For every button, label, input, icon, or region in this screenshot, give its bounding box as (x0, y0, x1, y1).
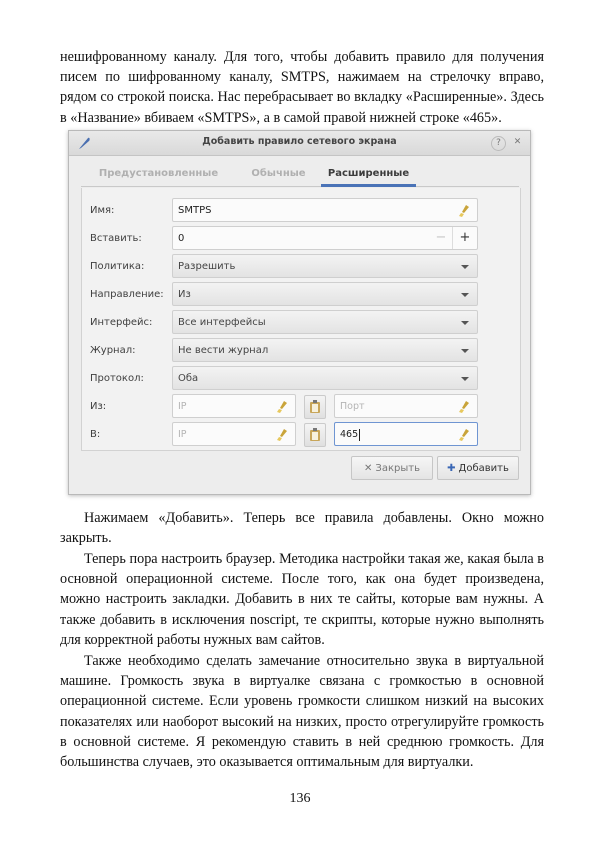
interface-select[interactable] (172, 310, 478, 334)
close-button-label: Закрыть (375, 463, 420, 474)
clear-brush-icon[interactable] (459, 400, 471, 414)
chevron-down-icon (461, 321, 469, 325)
direction-value: Из (178, 289, 191, 300)
text-caret (359, 429, 360, 441)
from-label: Из: (90, 401, 107, 412)
from-ip-input[interactable] (172, 394, 296, 418)
to-port-value: 465 (340, 429, 359, 440)
add-button[interactable] (437, 456, 519, 480)
to-ip-input[interactable] (172, 422, 296, 446)
chevron-down-icon (461, 293, 469, 297)
interface-label: Интерфейс: (90, 317, 153, 328)
advanced-panel (81, 188, 521, 451)
firewall-rule-dialog (68, 130, 531, 495)
log-label: Журнал: (90, 345, 136, 356)
paragraph-browser: Теперь пора настроить браузер. Методика настройки такая же, какая была в основной операционной системе. После того, как она будет произведена, можно настроить закладки. Добавить в них те сайты, которые вам нужны. А также добавить в исключения noscript, те скрипты, которые нужно выполнять для корректной работы нужных вам сайтов. (60, 551, 544, 648)
add-icon: ✚ (447, 463, 456, 474)
protocol-label: Протокол: (90, 373, 144, 384)
clear-brush-icon[interactable] (459, 428, 471, 442)
decrement-button[interactable]: − (435, 230, 447, 245)
chevron-down-icon (461, 349, 469, 353)
insert-value: 0 (178, 233, 185, 244)
paragraph-add: Нажимаем «Добавить». Теперь все правила добавлены. Окно можно закрыть. (60, 510, 544, 547)
direction-select[interactable] (172, 282, 478, 306)
direction-label: Направление: (90, 289, 164, 300)
tab-bar (81, 164, 519, 187)
add-button-label: Добавить (458, 463, 509, 474)
from-ip-placeholder: IP (178, 401, 187, 412)
dialog-title: Добавить правило сетевого экрана (202, 136, 397, 147)
to-ip-placeholder: IP (178, 429, 187, 440)
insert-spinbox[interactable] (172, 226, 478, 250)
log-value: Не вести журнал (178, 345, 269, 356)
close-icon: ✕ (364, 463, 373, 474)
clear-brush-icon[interactable] (277, 400, 289, 414)
policy-value: Разрешить (178, 261, 236, 272)
name-input[interactable] (172, 198, 478, 222)
from-port-placeholder: Порт (340, 401, 365, 412)
log-select[interactable] (172, 338, 478, 362)
to-port-input[interactable] (334, 422, 478, 446)
paste-to-button[interactable] (304, 423, 326, 447)
clear-brush-icon[interactable] (277, 428, 289, 442)
from-port-input[interactable] (334, 394, 478, 418)
tab-preset[interactable]: Предустановленные (98, 168, 219, 179)
chevron-down-icon (461, 377, 469, 381)
policy-label: Политика: (90, 261, 145, 272)
chevron-down-icon (461, 265, 469, 269)
clipboard-icon (309, 428, 321, 441)
window-close-icon[interactable]: ✕ (513, 137, 522, 147)
paragraph-sound: Также необходимо сделать замечание относительно звука в виртуальной машине. Громкость звука в виртуалке связана с громкостью в основной операционной системе. Если уровень громкости слишком низкий на высоких показателях или наоборот высокий на низких, просто отрегулируйте громкость в основной системе. Я рекомендую ставить в ней среднюю громкость. Для большинства случаев, это оказывается оптимальным для виртуалки. (60, 653, 544, 771)
protocol-select[interactable] (172, 366, 478, 390)
tab-advanced[interactable]: Расширенные (321, 164, 416, 187)
name-value: SMTPS (178, 205, 212, 216)
close-button[interactable] (351, 456, 433, 480)
insert-label: Вставить: (90, 233, 142, 244)
paste-from-button[interactable] (304, 395, 326, 419)
increment-button[interactable]: + (452, 227, 477, 249)
clipboard-icon (309, 400, 321, 413)
interface-value: Все интерфейсы (178, 317, 266, 328)
protocol-value: Оба (178, 373, 199, 384)
paragraph-intro: нешифрованному каналу. Для того, чтобы добавить правило для получения писем по шифрованному каналу, SMTPS, нажимаем на стрелочку вправо, рядом со строкой поиска. Нас перебрасывает во вкладку «Расширенные». Здесь в «Название» вбиваем «SMTPS», а в самой правой нижней строке «465». (60, 49, 544, 126)
tab-simple[interactable]: Обычные (251, 168, 306, 179)
clear-brush-icon[interactable] (459, 204, 471, 218)
to-label: В: (90, 429, 101, 440)
page-number: 136 (289, 791, 311, 806)
name-label: Имя: (90, 205, 115, 216)
policy-select[interactable] (172, 254, 478, 278)
help-icon[interactable]: ? (491, 136, 506, 151)
dialog-titlebar[interactable] (69, 131, 530, 156)
